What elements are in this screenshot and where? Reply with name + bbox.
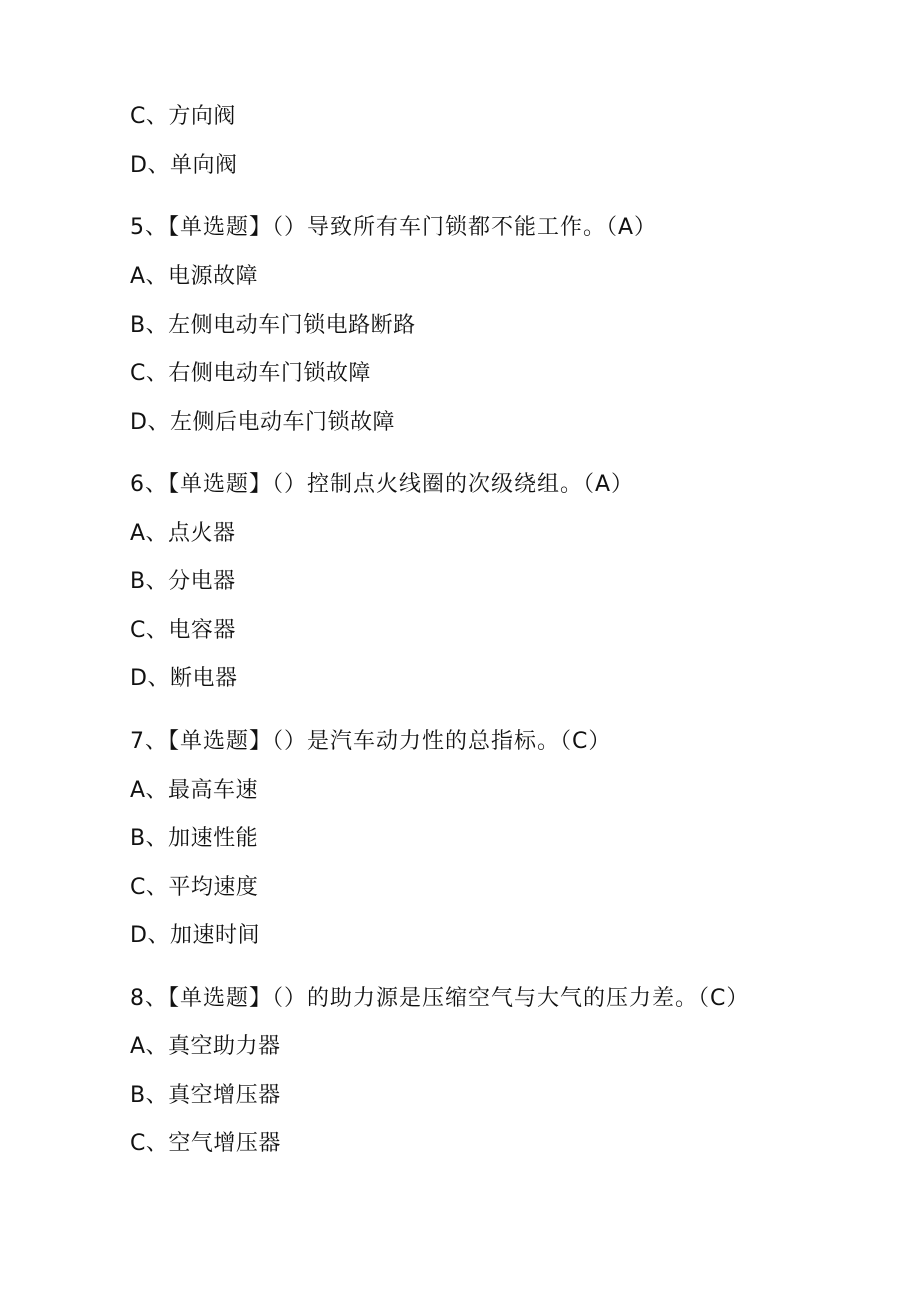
option-line: D、左侧后电动车门锁故障 bbox=[130, 410, 395, 435]
question-line: 6、【单选题】（）控制点火线圈的次级绕组。（A） bbox=[130, 472, 635, 497]
option-line: B、分电器 bbox=[130, 569, 236, 594]
option-line: A、最高车速 bbox=[130, 778, 259, 803]
option-line: A、真空助力器 bbox=[130, 1034, 281, 1059]
option-line: C、方向阀 bbox=[130, 104, 236, 129]
option-line: B、加速性能 bbox=[130, 826, 259, 851]
option-line: C、右侧电动车门锁故障 bbox=[130, 361, 371, 386]
option-line: D、加速时间 bbox=[130, 923, 260, 948]
question-line: 8、【单选题】（）的助力源是压缩空气与大气的压力差。（C） bbox=[130, 986, 750, 1011]
option-line: C、空气增压器 bbox=[130, 1131, 281, 1156]
option-line: A、点火器 bbox=[130, 521, 236, 546]
option-line: C、电容器 bbox=[130, 618, 236, 643]
option-line: B、左侧电动车门锁电路断路 bbox=[130, 313, 416, 338]
option-line: C、平均速度 bbox=[130, 875, 259, 900]
option-line: B、真空增压器 bbox=[130, 1083, 281, 1108]
question-line: 7、【单选题】（）是汽车动力性的总指标。（C） bbox=[130, 729, 612, 754]
option-line: D、断电器 bbox=[130, 666, 238, 691]
option-line: D、单向阀 bbox=[130, 153, 238, 178]
option-line: A、电源故障 bbox=[130, 264, 259, 289]
question-line: 5、【单选题】（）导致所有车门锁都不能工作。（A） bbox=[130, 215, 658, 240]
